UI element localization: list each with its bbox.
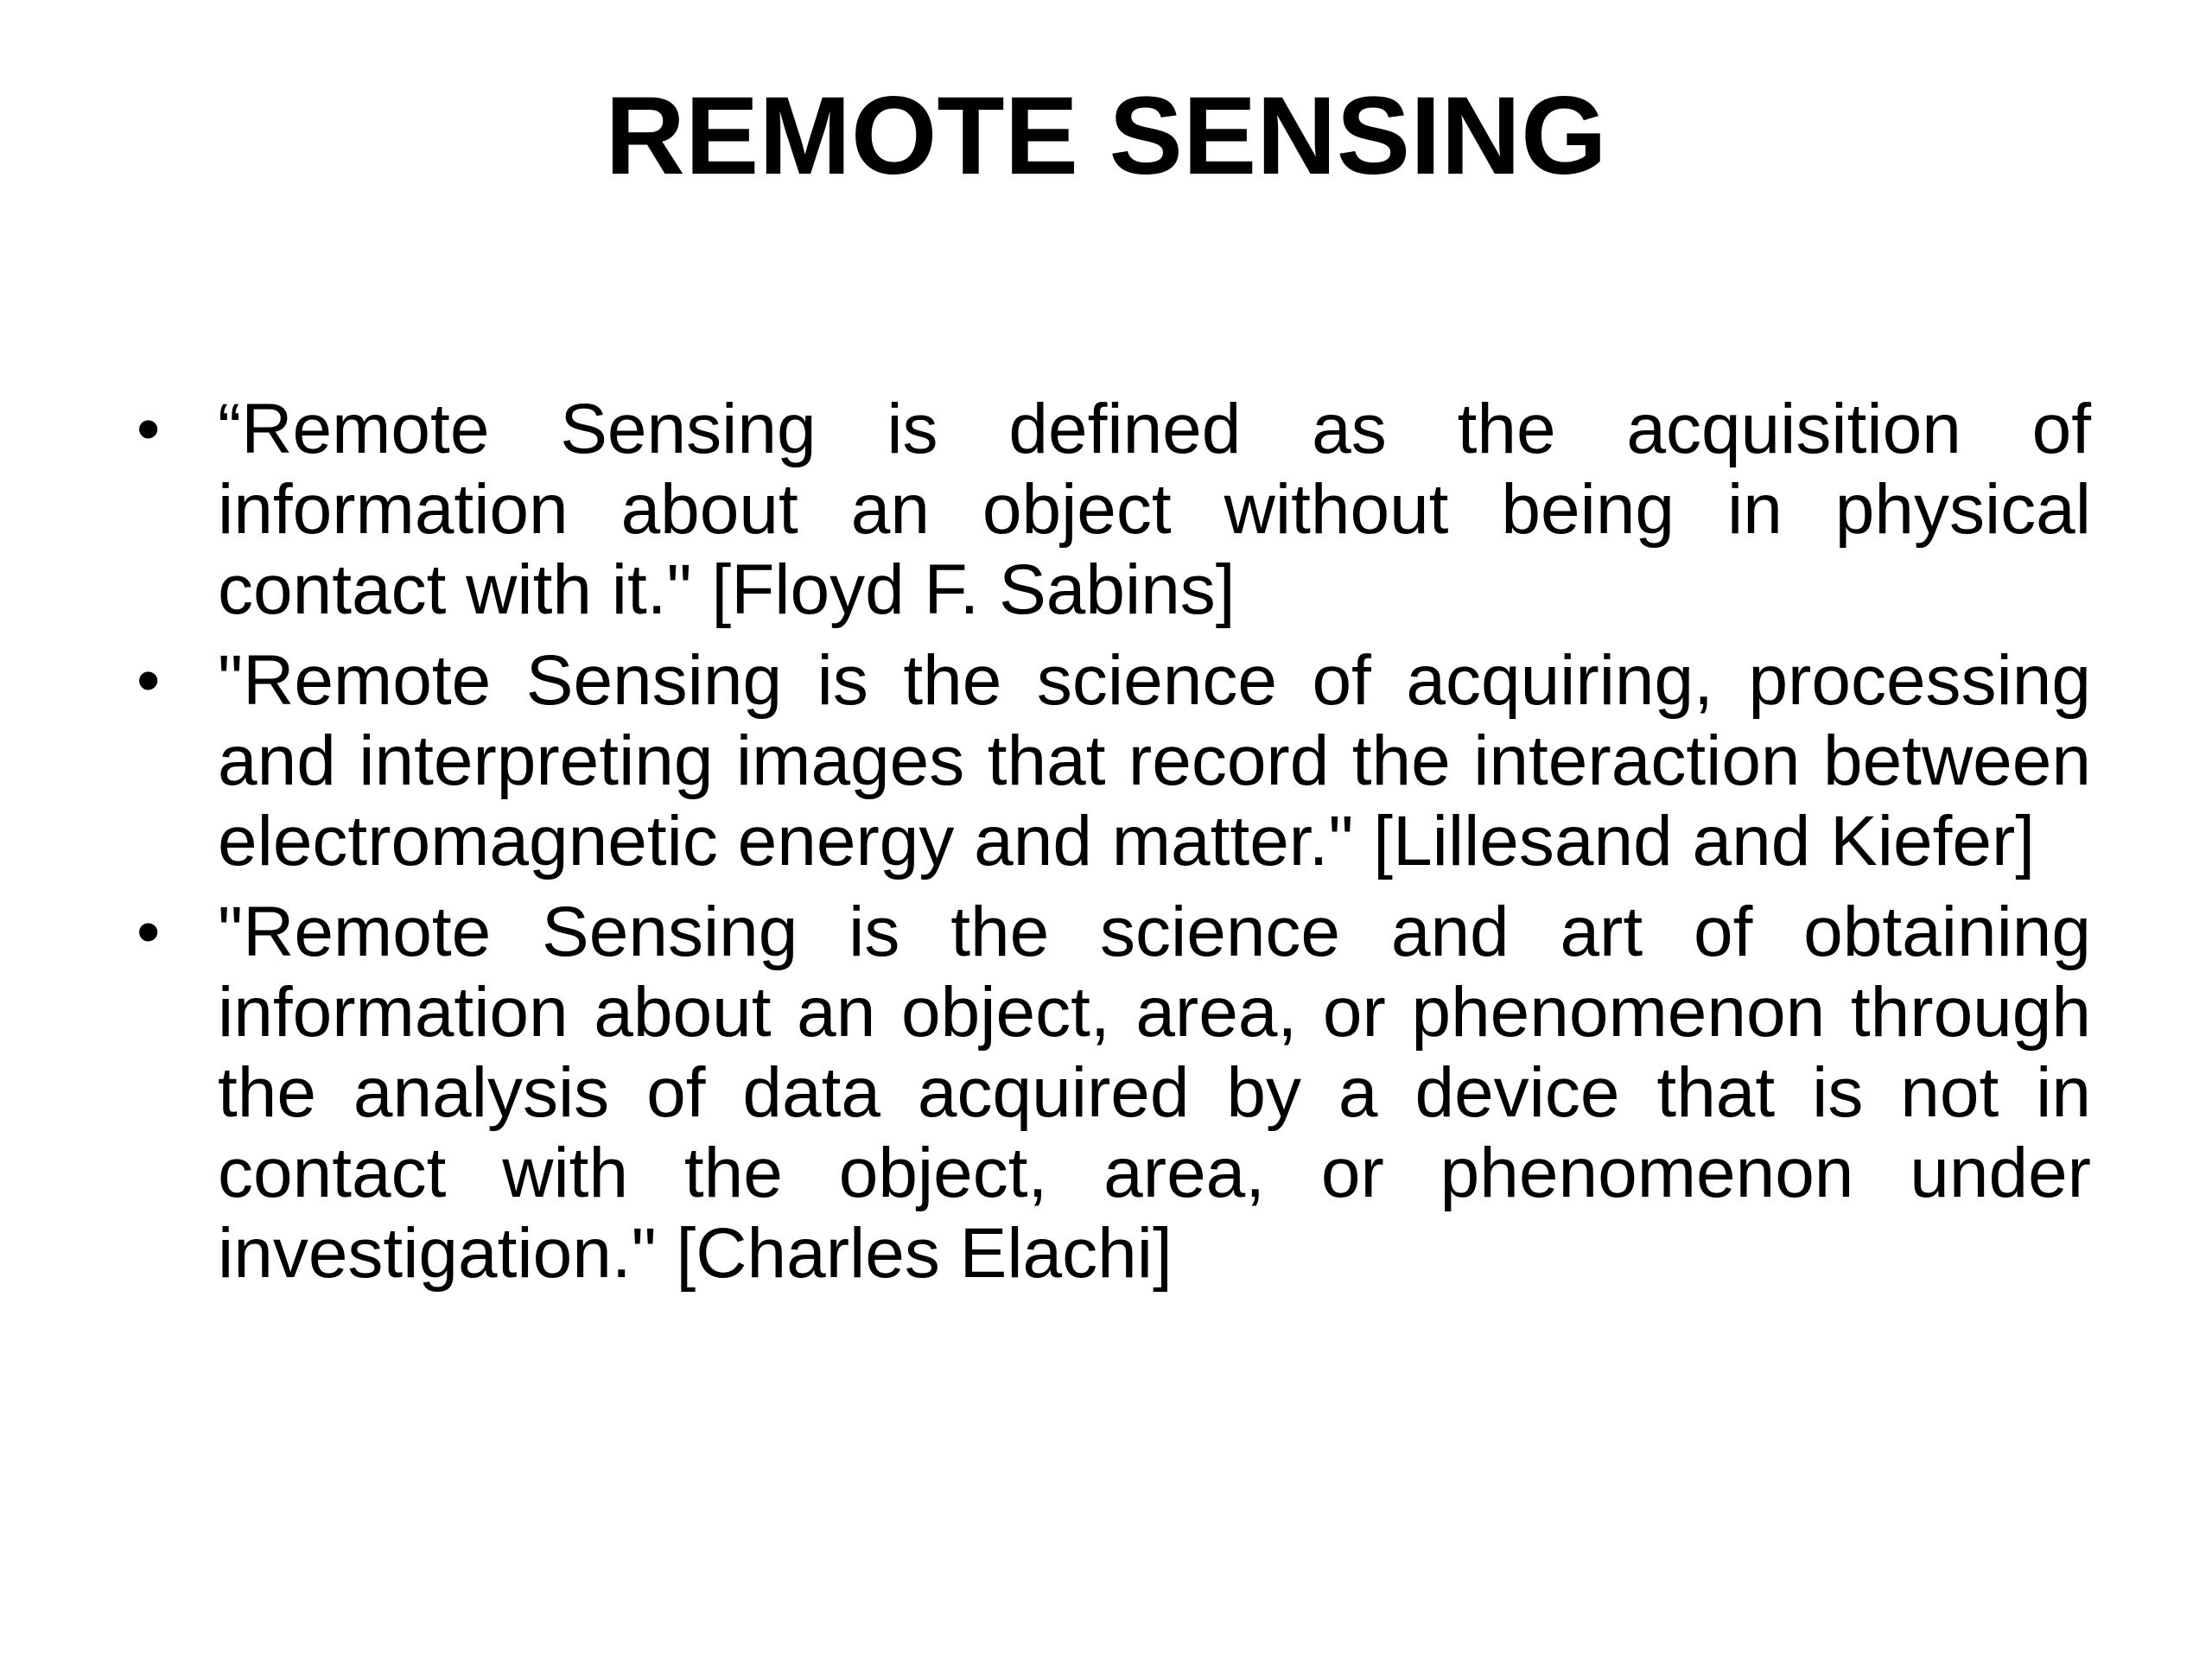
bullet-icon: • — [137, 893, 161, 969]
bullet-item — [121, 389, 2091, 630]
bullet-icon: • — [137, 391, 161, 467]
bullet-item — [121, 640, 2091, 881]
bullet-text-lillesand-kiefer: "Remote Sensing is the science of acquiring, processing and interpreting images that record the interaction between electromagnetic energy and matter." [Lillesand and Kiefer] — [218, 641, 2091, 880]
slide-title: REMOTE SENSING — [605, 74, 1607, 198]
bullet-text-elachi: "Remote Sensing is the science and art of obtaining information about an object, area, or phenomenon through the analysis of data acquired by a device that is not in contact with the object, area, or phenomenon under investigation." [Charles Elachi] — [218, 893, 2091, 1293]
bullet-icon: • — [137, 642, 161, 718]
bullet-item — [121, 892, 2091, 1294]
bullet-list — [121, 389, 2091, 1304]
bullet-text-sabins: “Remote Sensing is defined as the acquisition of information about an object without being in physical contact with it." [Floyd F. Sabins] — [218, 390, 2091, 629]
